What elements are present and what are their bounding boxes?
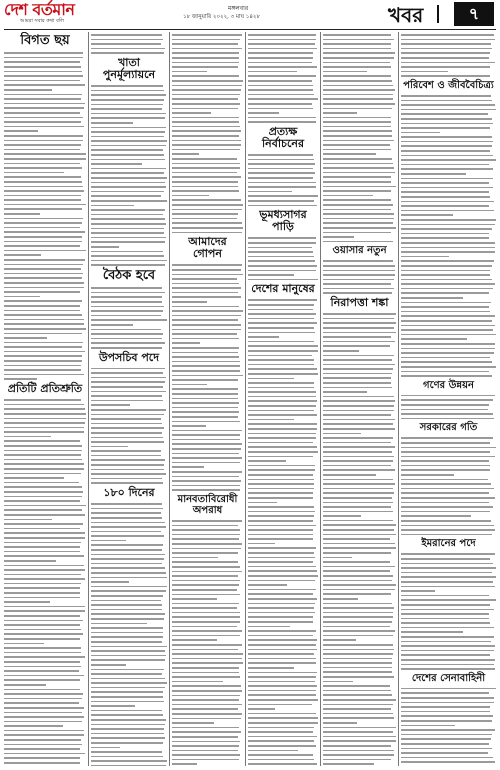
- section-title: খবর: [388, 3, 424, 27]
- masthead: [0, 0, 500, 28]
- headline: খাতা পুনর্মূল্যায়নে: [102, 55, 156, 82]
- article-body: [172, 518, 243, 766]
- text-line: [172, 230, 243, 235]
- headline: বৈঠক হবে: [102, 267, 156, 283]
- text-line: [172, 487, 243, 492]
- article-body: [248, 32, 318, 124]
- headline: ভূমধ্যসাগর পাড়ি: [259, 208, 307, 234]
- column-6: [401, 32, 496, 766]
- text-line: [248, 203, 318, 208]
- article-body: [401, 393, 496, 421]
- column-1: [4, 32, 86, 766]
- article-body: [91, 501, 167, 766]
- article-body: [248, 297, 318, 766]
- headline: ১৮০ দিনের: [103, 486, 155, 500]
- headline: আমাদের গোপন: [188, 235, 227, 261]
- column-3: [172, 32, 243, 766]
- article-body: [248, 235, 318, 281]
- text-line: [323, 239, 396, 244]
- headline: প্রতিটি প্রতিশ্রুতি: [7, 382, 83, 396]
- text-line: [248, 119, 318, 124]
- article-body: [401, 551, 496, 670]
- article-body: [401, 32, 496, 78]
- logo-text: দেশ বর্তমান: [4, 0, 75, 19]
- issue-day: মঙ্গলবার: [228, 5, 249, 12]
- article-body: [91, 285, 167, 349]
- article-body: [323, 311, 396, 766]
- article-body: [323, 32, 396, 243]
- text-line: [401, 764, 496, 766]
- article-body: [401, 93, 496, 378]
- headline: প্রত্যক্ষ নির্বাচনের: [262, 124, 304, 150]
- headline: পরিবেশ ও জীববৈচিত্র্য: [403, 79, 494, 91]
- article-body: [4, 50, 86, 381]
- article-body: [248, 152, 318, 207]
- text-line: [91, 763, 167, 766]
- headline: সরকারের গতি: [419, 422, 478, 434]
- article-body: [401, 686, 496, 766]
- column-divider: [245, 32, 246, 766]
- issue-date: ১৮ জানুয়ারি ২০২২, ৩ মাঘ ১৪২৮: [183, 14, 261, 20]
- headline: নিরাপত্তা শঙ্কা: [330, 296, 389, 310]
- column-5: [323, 32, 396, 766]
- page-number: ৭: [454, 2, 494, 26]
- column-divider: [169, 32, 170, 766]
- article-body: [401, 435, 496, 536]
- headline: ওয়াসার নতুন: [332, 245, 387, 257]
- masthead-rule: [4, 29, 496, 30]
- column-divider: [320, 32, 321, 766]
- article-body: [4, 397, 86, 765]
- headline: দেশের সেনাবাহিনী: [411, 672, 486, 684]
- article-body: [91, 32, 167, 55]
- logo-tagline: আমরা সবার কথা বলি: [20, 18, 64, 24]
- headline: বিগত ছয়: [20, 33, 70, 48]
- article-body: [91, 366, 167, 485]
- headline: গণের উন্নয়ন: [423, 379, 474, 391]
- section-divider: [437, 5, 439, 23]
- text-line: [91, 345, 167, 350]
- text-line: [91, 50, 167, 55]
- text-line: [401, 666, 496, 671]
- headline: মানবতাবিরোধী অপরাধ: [177, 494, 238, 516]
- column-4: [248, 32, 318, 766]
- text-line: [323, 290, 396, 295]
- text-line: [91, 262, 167, 267]
- headline: ইমরানের পদে: [421, 538, 476, 550]
- headline: দেশের মানুষের: [251, 282, 315, 296]
- headline: উপসচিব পদে: [98, 350, 159, 364]
- article-body: [172, 262, 243, 492]
- text-line: [401, 532, 496, 537]
- text-line: [4, 376, 86, 381]
- text-line: [91, 480, 167, 485]
- text-line: [4, 760, 86, 765]
- column-divider: [88, 32, 89, 766]
- article-body: [323, 258, 396, 295]
- article-body: [172, 32, 243, 234]
- text-line: [248, 277, 318, 282]
- article-body: [91, 83, 167, 267]
- text-line: [401, 73, 496, 78]
- column-2: [91, 32, 167, 766]
- text-line: [401, 373, 496, 378]
- newspaper-logo: [4, 2, 122, 26]
- column-divider: [398, 32, 399, 766]
- text-line: [401, 416, 496, 421]
